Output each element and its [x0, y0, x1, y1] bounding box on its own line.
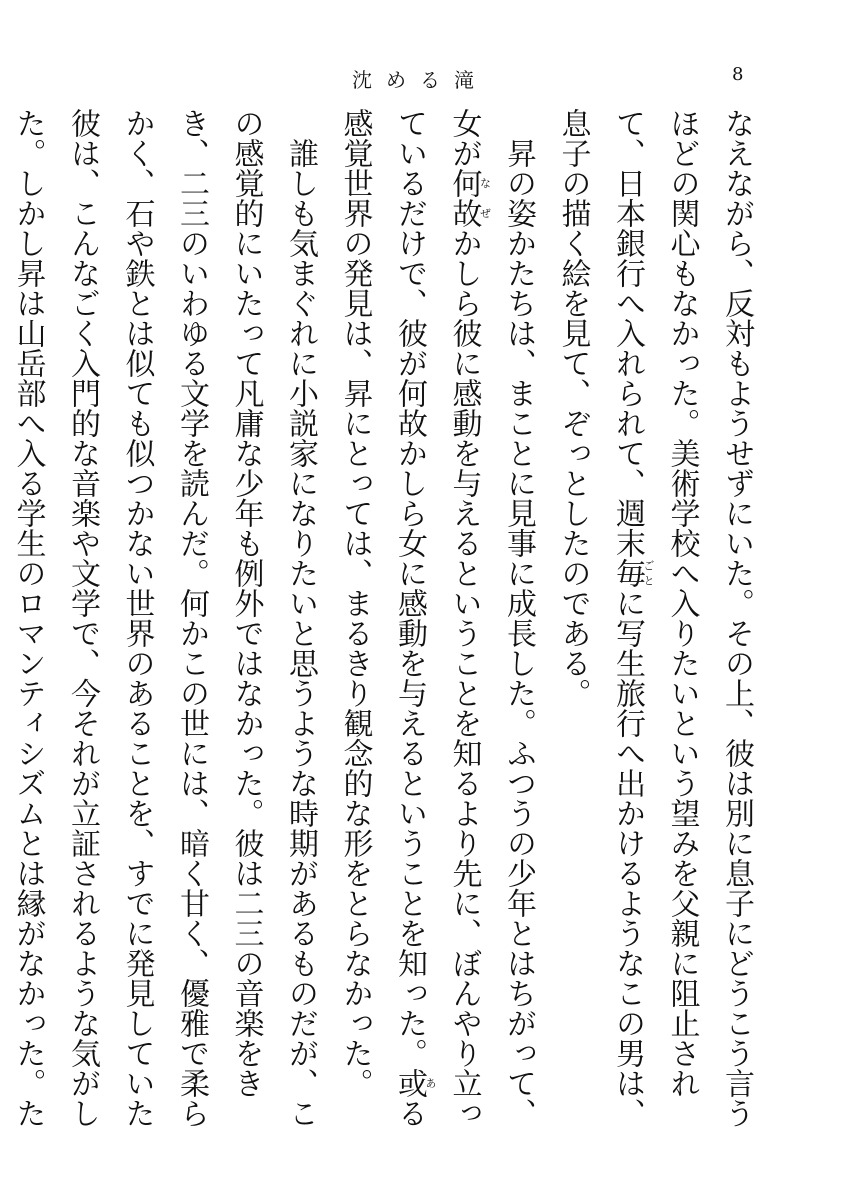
ruby-base: 毎 [610, 558, 645, 588]
ruby-base: 何故 [446, 168, 482, 228]
ruby-reading [0, 888, 1, 948]
ruby-word [392, 1068, 437, 1098]
text-run: に写生旅行へ出かけるようなこの男は、息子の描く絵を見て、ぞっとしたのである。 [555, 108, 645, 1128]
paragraph [545, 108, 763, 1128]
text-run: 誰しも気まぐれに小説家になりたいと思うような時期があるものだが、この感覚的にいたって凡庸な少年も例外ではなかった。彼は二三の音楽をきき、二三のいわゆる文学を読んだ。何かこの世には、暗く甘く、優雅で柔らかく、石や鉄とは似ても似つかない世界のあることを、すでに発見していた彼は、こんなごく入門的な音楽や文学で、今それが立証されるような気がした。しかし昇は山岳部へ入る学生のロマンティシズムとは縁がなかった。た [10, 108, 318, 1128]
running-head-title: 沈める滝 [352, 68, 488, 92]
text-run: る感覚世界の発見は、昇にとっては、まるきり観念的な形をとらなかった。 [337, 108, 427, 1128]
ruby-word [610, 558, 655, 588]
ruby-base: 或 [392, 1068, 427, 1098]
ruby-reading: あ [424, 1068, 437, 1098]
ruby-word [446, 168, 492, 228]
ruby-reading: なぜ [478, 168, 492, 228]
body-text [10, 108, 763, 1128]
ruby-reading: ごと [642, 558, 655, 588]
text-run: なえながら、反対もようせずにいた。その上、彼は別に息子にどうこう言うほどの関心もなかった。美術学校へ入りたいという望みを父親に阻止されて、日本銀行へ入れられて、週末 [610, 108, 754, 1128]
page-number: 8 [732, 64, 744, 85]
text-run: 昇の姿かたちは、まことに見事に成長した。ふつうの少年とはちがって、女が [446, 108, 536, 1128]
paragraph [327, 108, 545, 1128]
paragraph [0, 108, 327, 1128]
text-run: かしら彼に感動を与えるということを知るより先に、ぼんやり立っているだけで、彼が何故かしら女に感動を与えるということを知った。 [392, 108, 482, 1128]
